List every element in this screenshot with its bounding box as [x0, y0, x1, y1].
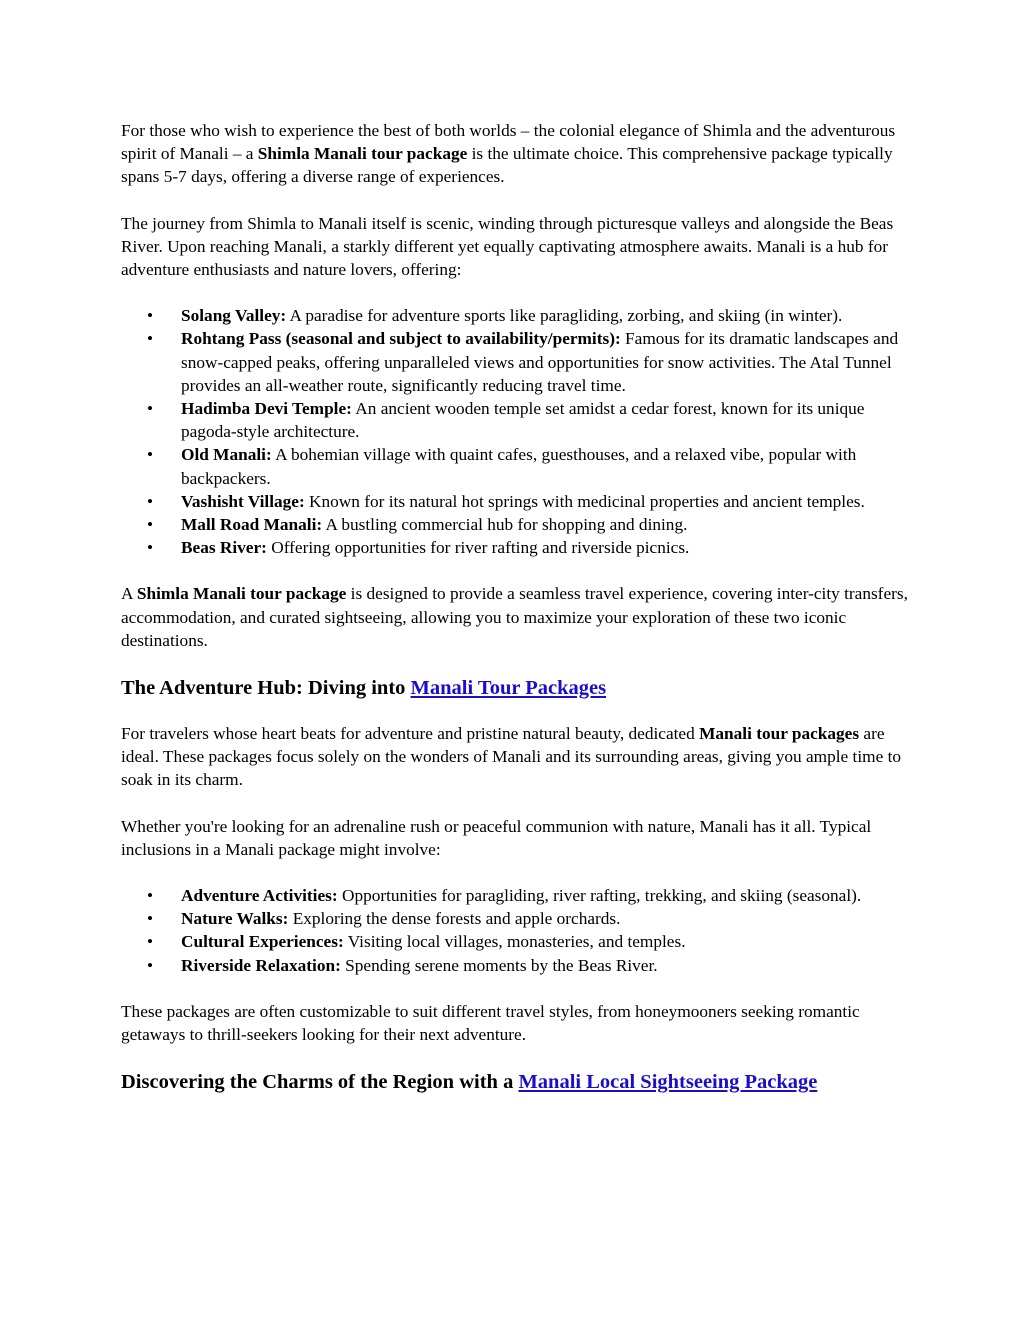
document-page	[121, 119, 911, 1116]
intro-paragraph-1: For those who wish to experience the best of both worlds – the colonial elegance of Shimla and the adventurous spirit of Manali – a Shimla Manali tour package is the ultimate choice. This comprehensive package typically spans 5-7 days, offering a diverse range of experiences.	[121, 121, 896, 187]
bullet-icon: •	[147, 306, 154, 326]
summary-paragraph: A Shimla Manali tour package is designed to provide a seamless travel experience, covering inter-city transfers, accommodation, and curated sightseeing, allowing you to maximize your exploration of these two iconic destinations.	[121, 584, 908, 650]
list-item: • Riverside Relaxation: Spending serene moments by the Beas River.	[181, 954, 911, 977]
section1-paragraph-1: For travelers whose heart beats for adventure and pristine natural beauty, dedicated Manali tour packages are ideal. These packages focus solely on the wonders of Manali and its surrounding areas, giving you ample time to soak in its charm.	[121, 724, 902, 790]
bullet-icon: •	[147, 909, 154, 929]
inclusions-list	[121, 884, 911, 977]
attractions-list	[121, 304, 911, 559]
intro-paragraph-2: The journey from Shimla to Manali itself is scenic, winding through picturesque valleys and alongside the Beas River. Upon reaching Manali, a starkly different yet equally captivating atmosphere awaits. Manali is a hub for adventure enthusiasts and nature lovers, offering:	[121, 213, 894, 280]
bullet-icon: •	[147, 886, 154, 906]
bullet-icon: •	[147, 445, 154, 465]
summary-bold-term: Shimla Manali tour package	[136, 584, 347, 604]
manali-tour-packages-link[interactable]: Manali Tour Packages	[410, 677, 607, 700]
section-heading-adventure-hub: The Adventure Hub: Diving into Manali Tour Packages	[121, 677, 607, 700]
bullet-icon: •	[147, 399, 154, 419]
list-item: • Mall Road Manali: A bustling commercial hub for shopping and dining.	[181, 513, 911, 536]
bullet-icon: •	[147, 538, 154, 558]
list-item: • Beas River: Offering opportunities for river rafting and riverside picnics.	[181, 536, 911, 559]
bullet-icon: •	[147, 329, 154, 349]
list-item: • Hadimba Devi Temple: An ancient wooden temple set amidst a cedar forest, known for its unique pagoda-style architecture.	[147, 399, 865, 442]
bullet-icon: •	[147, 491, 154, 511]
bullet-icon: •	[147, 955, 154, 975]
list-item: • Vashisht Village: Known for its natural hot springs with medicinal properties and ancient temples.	[181, 490, 911, 513]
section1-bold-term: Manali tour packages	[699, 724, 860, 744]
list-item: • Cultural Experiences: Visiting local villages, monasteries, and temples.	[181, 930, 911, 953]
list-item: • Nature Walks: Exploring the dense forests and apple orchards.	[181, 907, 911, 930]
bullet-icon: •	[147, 515, 154, 535]
bullet-icon: •	[147, 932, 154, 952]
section1-paragraph-3: These packages are often customizable to suit different travel styles, from honeymooners seeking romantic getaways to thrill-seekers looking for their next adventure.	[121, 1001, 860, 1045]
list-item: • Rohtang Pass (seasonal and subject to availability/permits): Famous for its dramatic landscapes and snow-capped peaks, offering unparalleled views and opportunities for snow activities. The Atal Tunnel provides an all-weather route, significantly reducing travel time.	[147, 329, 899, 395]
manali-local-sightseeing-link[interactable]: Manali Local Sightseeing Package	[518, 1071, 818, 1094]
section1-paragraph-2: Whether you're looking for an adrenaline rush or peaceful communion with nature, Manali has it all. Typical inclusions in a Manali package might involve:	[121, 816, 872, 859]
list-item: • Solang Valley: A paradise for adventure sports like paragliding, zorbing, and skiing (in winter).	[181, 304, 911, 327]
intro-bold-term: Shimla Manali tour package	[257, 144, 468, 164]
list-item: • Old Manali: A bohemian village with quaint cafes, guesthouses, and a relaxed vibe, popular with backpackers.	[147, 445, 857, 488]
list-item: • Adventure Activities: Opportunities for paragliding, river rafting, trekking, and skiing (seasonal).	[181, 884, 911, 907]
section-heading-charms: Discovering the Charms of the Region with a Manali Local Sightseeing Package	[121, 1071, 818, 1094]
